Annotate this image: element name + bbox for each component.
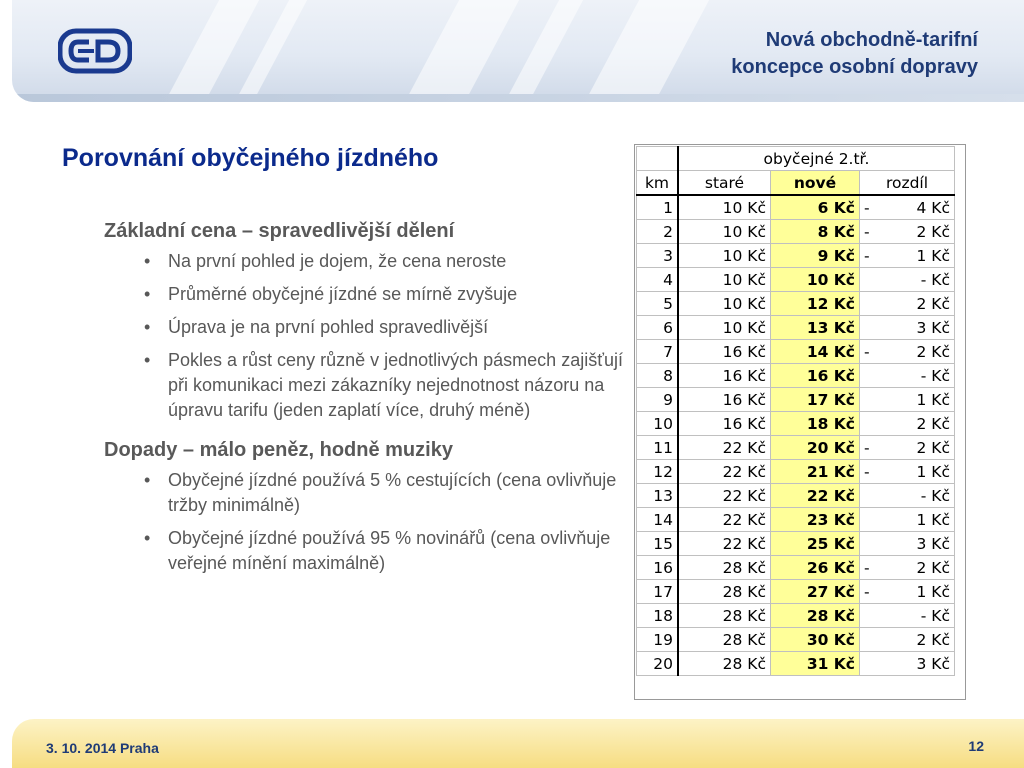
cell-new-price: 9 Kč <box>771 244 860 268</box>
table-row <box>637 340 955 364</box>
table-group-header-row <box>637 147 955 171</box>
cell-old-price: 22 Kč <box>678 436 771 460</box>
cell-difference <box>860 460 955 484</box>
difference-value: 1 Kč <box>916 462 950 481</box>
difference-value: 2 Kč <box>916 294 950 313</box>
cell-new-price: 6 Kč <box>771 195 860 220</box>
cell-new-price: 22 Kč <box>771 484 860 508</box>
cell-km: 1 <box>637 195 679 220</box>
cell-km: 8 <box>637 364 679 388</box>
cell-new-price: 31 Kč <box>771 652 860 676</box>
cell-old-price: 10 Kč <box>678 316 771 340</box>
cell-km: 5 <box>637 292 679 316</box>
cell-km: 15 <box>637 532 679 556</box>
difference-value: - Kč <box>920 366 950 385</box>
bullet-text: Na první pohled je dojem, že cena neroste <box>168 251 507 271</box>
table-row <box>637 652 955 676</box>
table-row <box>637 388 955 412</box>
bullet-icon: • <box>144 317 151 337</box>
cell-km: 12 <box>637 460 679 484</box>
cell-difference <box>860 652 955 676</box>
cell-km: 6 <box>637 316 679 340</box>
cell-km: 20 <box>637 652 679 676</box>
table-group-header: obyčejné 2.tř. <box>678 147 955 171</box>
cell-old-price: 22 Kč <box>678 508 771 532</box>
cell-km: 18 <box>637 604 679 628</box>
bullet-list-1 <box>104 249 624 423</box>
section-heading-2: Dopady – málo peněz, hodně muziky <box>104 439 453 461</box>
table-row <box>637 436 955 460</box>
cell-old-price: 28 Kč <box>678 628 771 652</box>
bullet-text: Obyčejné jízdné používá 95 % novinářů (cena ovlivňuje veřejné mínění maximálně) <box>168 528 611 573</box>
cell-difference <box>860 244 955 268</box>
footer-band <box>12 719 1024 768</box>
cell-km: 11 <box>637 436 679 460</box>
bullet-text: Průměrné obyčejné jízdné se mírně zvyšuje <box>168 284 518 304</box>
list-item <box>104 249 624 274</box>
table-row <box>637 268 955 292</box>
table-row <box>637 412 955 436</box>
cell-difference <box>860 628 955 652</box>
cell-km: 14 <box>637 508 679 532</box>
bullet-icon: • <box>144 251 151 271</box>
difference-value: 3 Kč <box>916 534 950 553</box>
cell-new-price: 30 Kč <box>771 628 860 652</box>
difference-sign: - <box>864 438 870 457</box>
difference-value: - Kč <box>920 486 950 505</box>
cell-new-price: 14 Kč <box>771 340 860 364</box>
cell-difference <box>860 364 955 388</box>
difference-value: 3 Kč <box>916 318 950 337</box>
bullet-icon: • <box>144 350 151 370</box>
bullet-list-2 <box>104 468 624 576</box>
difference-value: 1 Kč <box>916 246 950 265</box>
table-row <box>637 316 955 340</box>
cell-new-price: 21 Kč <box>771 460 860 484</box>
cell-old-price: 16 Kč <box>678 340 771 364</box>
slide-content <box>104 220 624 592</box>
table-row <box>637 532 955 556</box>
cell-old-price: 10 Kč <box>678 292 771 316</box>
cell-difference <box>860 340 955 364</box>
difference-value: 1 Kč <box>916 510 950 529</box>
cell-new-price: 10 Kč <box>771 268 860 292</box>
table-row <box>637 556 955 580</box>
cell-km: 3 <box>637 244 679 268</box>
column-header-new: nové <box>771 171 860 196</box>
cell-new-price: 12 Kč <box>771 292 860 316</box>
cell-difference <box>860 508 955 532</box>
cell-km: 16 <box>637 556 679 580</box>
bullet-text: Obyčejné jízdné používá 5 % cestujících (cena ovlivňuje tržby minimálně) <box>168 470 617 515</box>
cell-difference <box>860 220 955 244</box>
table-row <box>637 220 955 244</box>
bullet-icon: • <box>144 528 151 548</box>
table-row <box>637 364 955 388</box>
difference-value: 1 Kč <box>916 582 950 601</box>
subtitle-line-1: Nová obchodně-tarifní <box>765 29 978 51</box>
cell-km: 10 <box>637 412 679 436</box>
cell-difference <box>860 556 955 580</box>
cell-difference <box>860 532 955 556</box>
difference-sign: - <box>864 582 870 601</box>
list-item <box>104 348 624 423</box>
footer-date-place: 3. 10. 2014 Praha <box>46 740 159 756</box>
cell-new-price: 20 Kč <box>771 436 860 460</box>
difference-value: 4 Kč <box>916 198 950 217</box>
cell-difference <box>860 412 955 436</box>
cell-new-price: 23 Kč <box>771 508 860 532</box>
cell-difference <box>860 388 955 412</box>
list-item <box>104 315 624 340</box>
page-number: 12 <box>968 738 984 754</box>
difference-value: 2 Kč <box>916 438 950 457</box>
column-header-km: km <box>637 171 679 196</box>
difference-sign: - <box>864 342 870 361</box>
cell-old-price: 22 Kč <box>678 532 771 556</box>
cell-difference <box>860 484 955 508</box>
list-item <box>104 526 624 576</box>
table-row <box>637 195 955 220</box>
cell-km: 4 <box>637 268 679 292</box>
cell-difference <box>860 268 955 292</box>
cell-old-price: 10 Kč <box>678 220 771 244</box>
subtitle-line-2: koncepce osobní dopravy <box>731 56 978 78</box>
table-corner-cell <box>637 147 679 171</box>
cell-old-price: 28 Kč <box>678 604 771 628</box>
difference-sign: - <box>864 462 870 481</box>
table-row <box>637 508 955 532</box>
difference-sign: - <box>864 558 870 577</box>
cell-difference <box>860 604 955 628</box>
cell-old-price: 22 Kč <box>678 460 771 484</box>
cell-km: 13 <box>637 484 679 508</box>
difference-value: 2 Kč <box>916 342 950 361</box>
cell-difference <box>860 580 955 604</box>
cell-difference <box>860 316 955 340</box>
cell-old-price: 16 Kč <box>678 364 771 388</box>
table-row <box>637 292 955 316</box>
cell-old-price: 28 Kč <box>678 652 771 676</box>
difference-value: 2 Kč <box>916 630 950 649</box>
cell-new-price: 8 Kč <box>771 220 860 244</box>
cell-km: 9 <box>637 388 679 412</box>
column-header-diff: rozdíl <box>860 171 955 196</box>
list-item <box>104 282 624 307</box>
cell-old-price: 16 Kč <box>678 388 771 412</box>
cell-difference <box>860 436 955 460</box>
cell-difference <box>860 195 955 220</box>
cell-km: 19 <box>637 628 679 652</box>
table-row <box>637 604 955 628</box>
cell-km: 2 <box>637 220 679 244</box>
cd-logo <box>58 28 132 74</box>
cell-new-price: 27 Kč <box>771 580 860 604</box>
cell-new-price: 28 Kč <box>771 604 860 628</box>
presentation-subtitle <box>731 27 978 81</box>
fare-comparison-table <box>636 146 955 676</box>
list-item <box>104 468 624 518</box>
cell-new-price: 18 Kč <box>771 412 860 436</box>
cell-old-price: 10 Kč <box>678 195 771 220</box>
difference-value: 2 Kč <box>916 222 950 241</box>
difference-value: 1 Kč <box>916 390 950 409</box>
cell-new-price: 17 Kč <box>771 388 860 412</box>
cell-old-price: 10 Kč <box>678 244 771 268</box>
table-row <box>637 484 955 508</box>
difference-sign: - <box>864 198 870 217</box>
page-title: Porovnání obyčejného jízdného <box>62 144 439 172</box>
table-row <box>637 460 955 484</box>
difference-value: - Kč <box>920 270 950 289</box>
bullet-icon: • <box>144 284 151 304</box>
table-row <box>637 244 955 268</box>
bullet-text: Úprava je na první pohled spravedlivější <box>168 317 489 337</box>
cell-new-price: 25 Kč <box>771 532 860 556</box>
cell-km: 17 <box>637 580 679 604</box>
difference-value: 3 Kč <box>916 654 950 673</box>
cell-old-price: 28 Kč <box>678 580 771 604</box>
difference-value: 2 Kč <box>916 414 950 433</box>
table-row <box>637 628 955 652</box>
cell-old-price: 28 Kč <box>678 556 771 580</box>
cell-new-price: 13 Kč <box>771 316 860 340</box>
cell-new-price: 16 Kč <box>771 364 860 388</box>
cell-old-price: 16 Kč <box>678 412 771 436</box>
cell-old-price: 22 Kč <box>678 484 771 508</box>
cell-new-price: 26 Kč <box>771 556 860 580</box>
cell-km: 7 <box>637 340 679 364</box>
column-header-old: staré <box>678 171 771 196</box>
cell-difference <box>860 292 955 316</box>
section-heading-1: Základní cena – spravedlivější dělení <box>104 220 455 242</box>
bullet-text: Pokles a růst ceny různě v jednotlivých pásmech zajišťují při komunikaci mezi zákazníky nejednotnost názoru na úpravu tarifu (jeden zaplatí více, druhý méně) <box>168 350 623 420</box>
table-header-row <box>637 171 955 196</box>
difference-value: 2 Kč <box>916 558 950 577</box>
difference-value: - Kč <box>920 606 950 625</box>
difference-sign: - <box>864 222 870 241</box>
difference-sign: - <box>864 246 870 265</box>
table-row <box>637 580 955 604</box>
bullet-icon: • <box>144 470 151 490</box>
cell-old-price: 10 Kč <box>678 268 771 292</box>
